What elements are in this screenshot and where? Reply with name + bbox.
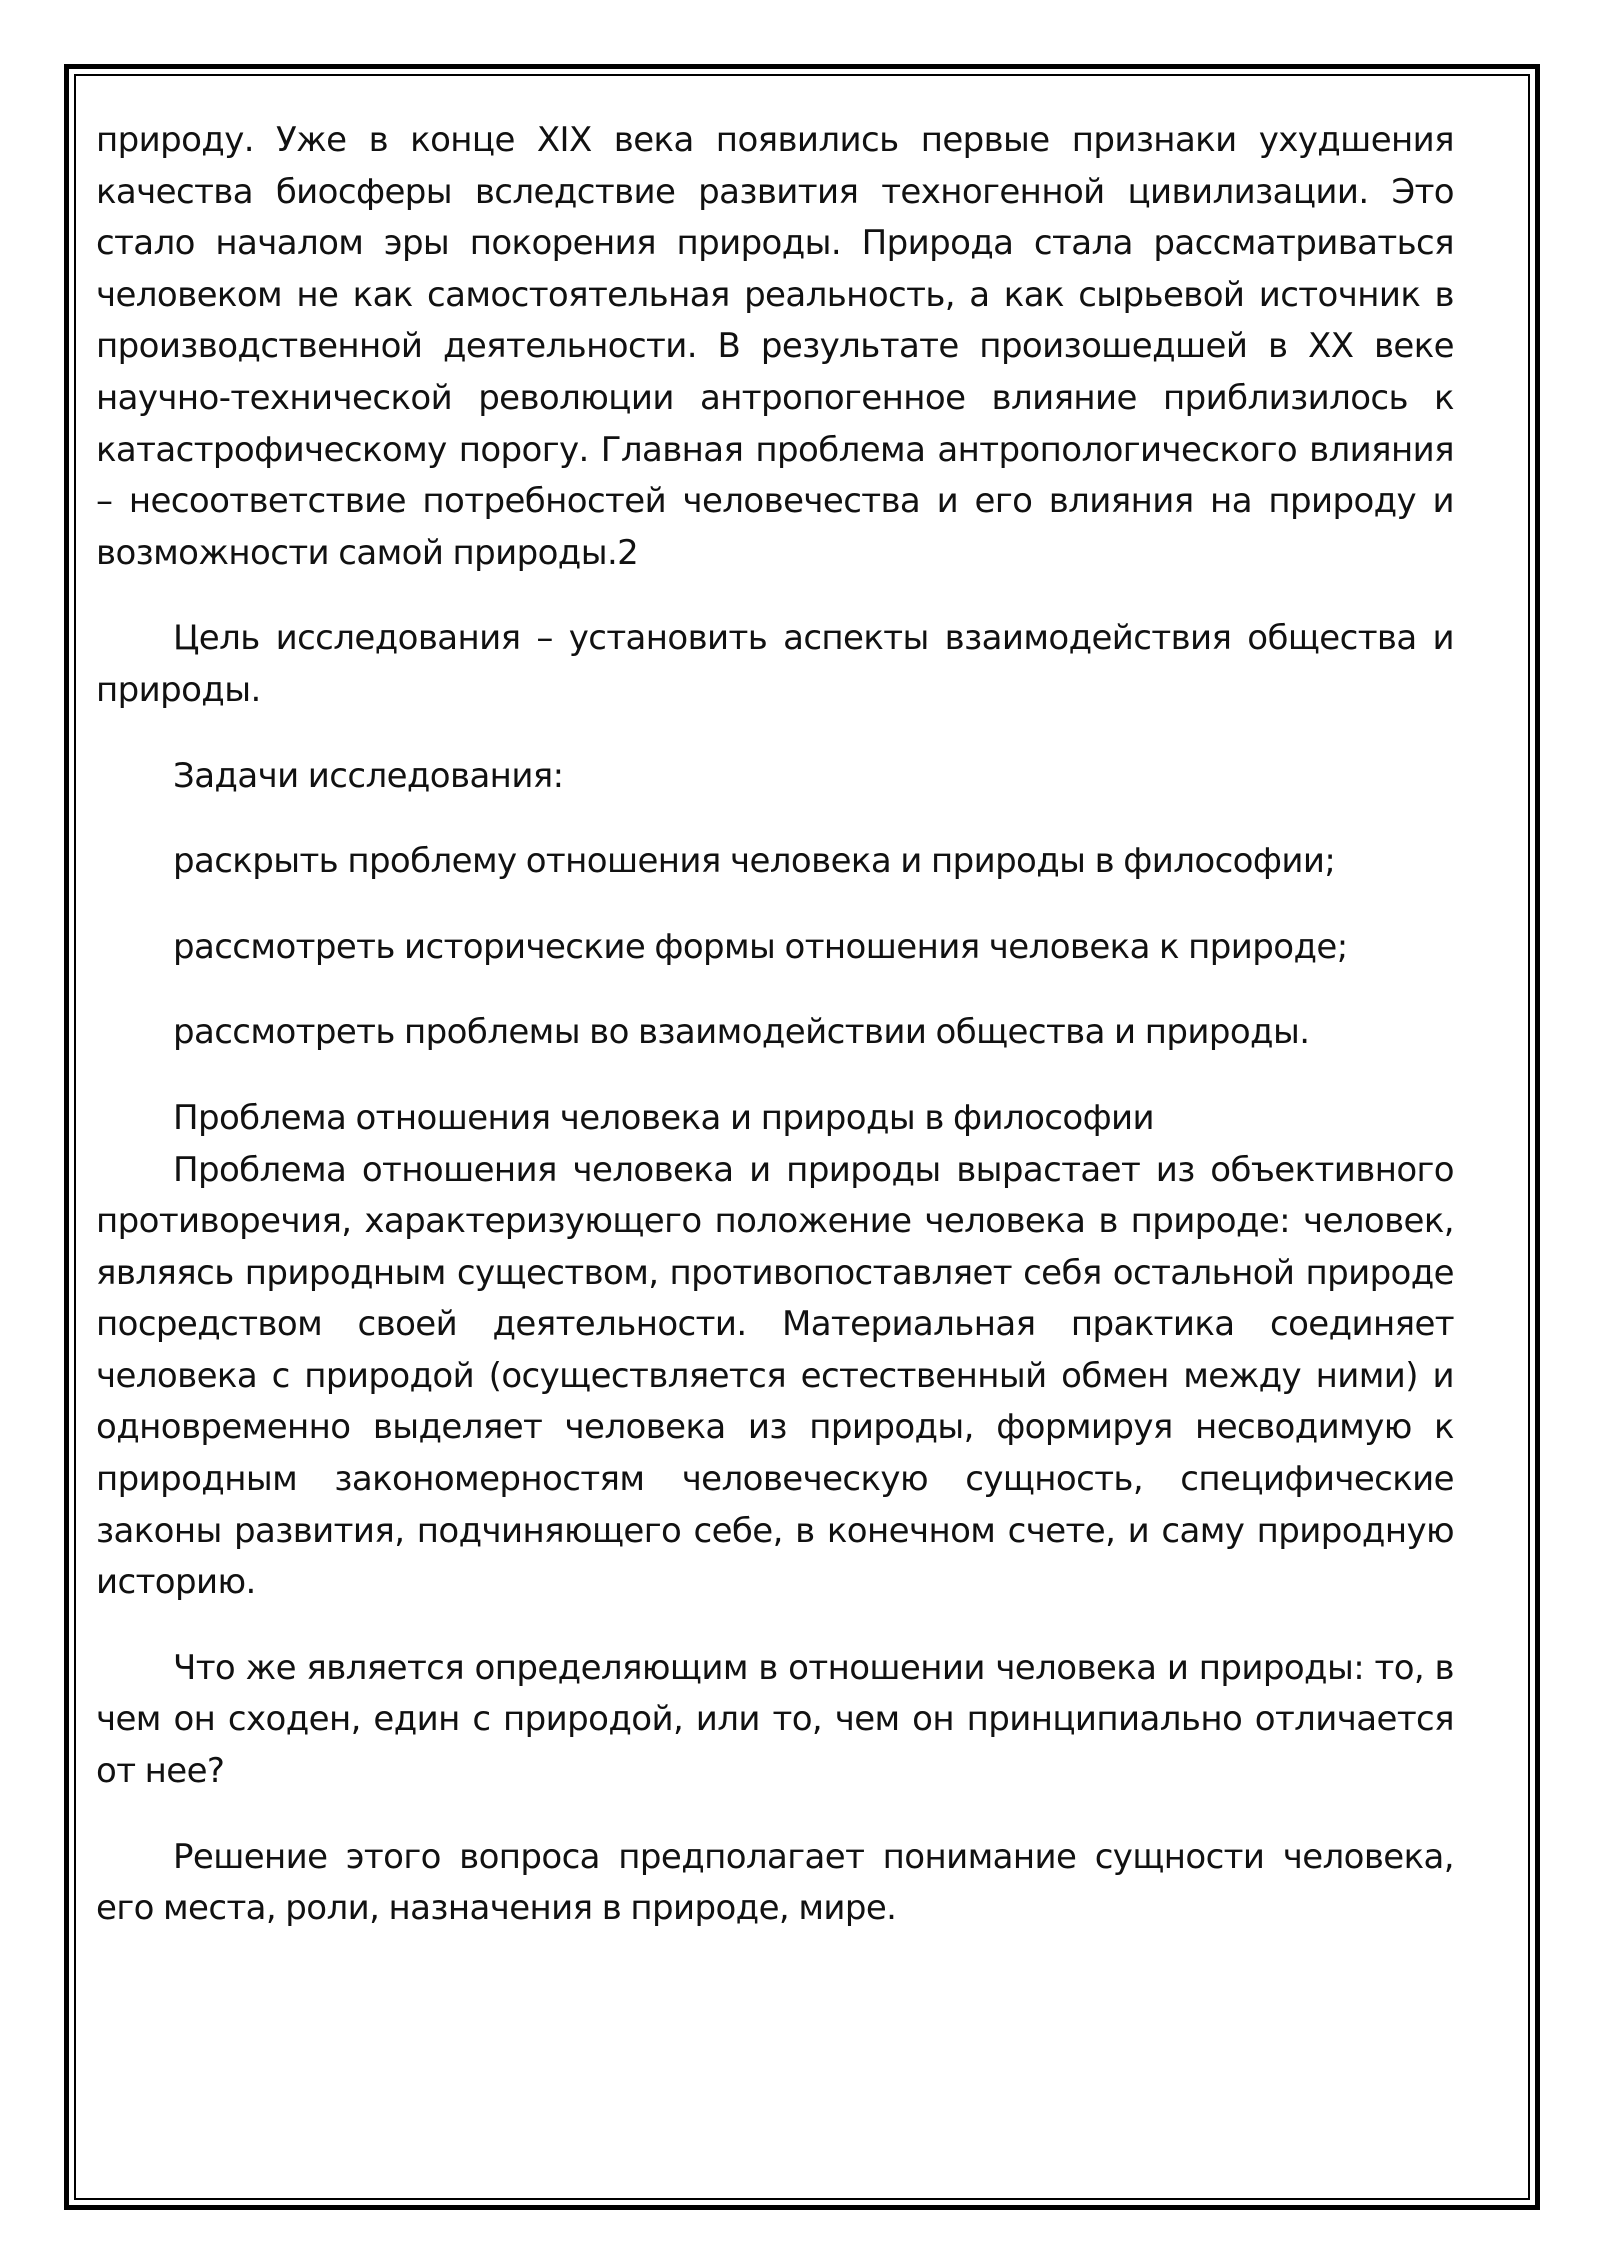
list-item-task-2: рассмотреть исторические формы отношения человека к природе;	[173, 926, 1348, 967]
paragraph-solution: Решение этого вопроса предполагает понимание сущности человека, его места, роли, назначения в природе, мире.	[96, 1836, 1454, 1929]
paragraph-research-goal: Цель исследования – установить аспекты взаимодействия общества и природы.	[96, 618, 1454, 710]
paragraph-research-tasks-heading: Задачи исследования:	[173, 755, 564, 796]
document-body	[96, 115, 1454, 1935]
list-item-task-3: рассмотреть проблемы во взаимодействии общества и природы.	[173, 1012, 1310, 1053]
paragraph-problem: Проблема отношения человека и природы вырастает из объективного противоречия, характеризующего положение человека в природе: человек, являясь природным существом, противопоставляет себя остальной природе посредством своей деятельности. Материальная практика соединяет человека с природой (осуществляется естественный обмен между ними) и одновременно выделяет человека из природы, формируя несводимую к природным закономерностям человеческую сущность, специфические законы развития, подчиняющего себе, в конечном счете, и саму природную историю.	[96, 1149, 1454, 1603]
paragraph-intro-continued: природу. Уже в конце XIX века появились первые признаки ухудшения качества биосферы вследствие развития техногенной цивилизации. Это стало началом эры покорения природы. Природа стала рассматриваться человеком не как самостоятельная реальность, а как сырьевой источник в производственной деятельности. В результате произошедшей в XX веке научно-технической революции антропогенное влияние приблизилось к катастрофическому порогу. Главная проблема антропологического влияния – несоответствие потребностей человечества и его влияния на природу и возможности самой природы.2	[96, 120, 1454, 573]
section-heading: Проблема отношения человека и природы в философии	[173, 1097, 1155, 1138]
list-item-task-1: раскрыть проблему отношения человека и природы в философии;	[173, 841, 1336, 882]
paragraph-question: Что же является определяющим в отношении человека и природы: то, в чем он сходен, един с природой, или то, чем он принципиально отличается от нее?	[96, 1647, 1454, 1792]
